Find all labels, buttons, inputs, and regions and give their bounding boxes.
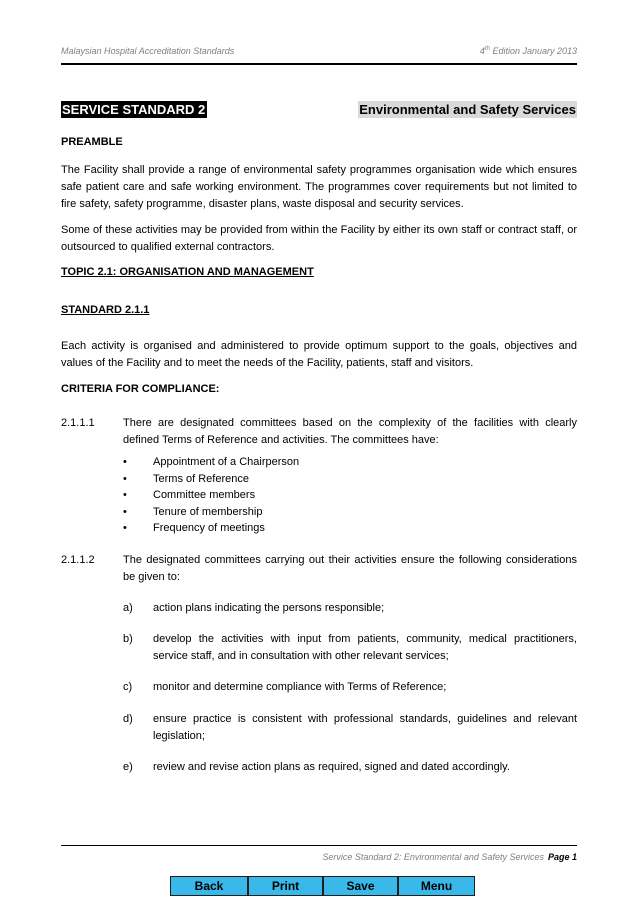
standard-heading: STANDARD 2.1.1	[61, 304, 150, 316]
standard-title-bar	[61, 101, 577, 119]
criterion-text: The designated committees carrying out their activities ensure the following considerations be given to:	[123, 554, 577, 583]
header-edition-number: 4	[479, 46, 485, 56]
topic-heading: TOPIC 2.1: ORGANISATION AND MANAGEMENT	[61, 266, 314, 278]
criterion-number: 2.1.1.2	[61, 554, 95, 566]
menu-button[interactable]: Menu	[399, 877, 474, 895]
bullet-icon: •	[123, 506, 127, 518]
footer-section: Service Standard 2: Environmental and Safety Services	[322, 852, 544, 862]
header-divider	[61, 63, 577, 65]
document-page: Malaysian Hospital Accreditation Standards 4th Edition January 2013 SERVICE STANDARD 2 Environmental and Safety Services PREAMBLE The Facility shall provide a range of environmental safety programmes organisation wide which ensures safe patient care and safe working environment. The programmes cover requirements but not limited to fire safety, safety programme, disaster plans, waste disposal and security services. Some of these activities may be provided from within the Facility by either its own staff or contract staff, or outsourced to qualified external contractors. TOPIC 2.1: ORGANISATION AND MANAGEMENT STANDARD 2.1.1 Each activity is organised and administered to provide optimum support to the goals, objectives and values of the Facility and to meet the needs of the Facility, patients, staff and visitors. CRITERIA FOR COMPLIANCE: 2.1.1.1 There are designated committees based on the complexity of the facilities with clearly defined Terms of Reference and activities. The committees have: • Appointment of a Chairperson • Terms of Reference • Committee members • Tenure of membership • Frequency of meetings 2.1.1.2 The designated committees carrying out their activities ensure the following considerations be given to: a) action plans indicating the persons responsible; b) develop the activities with input from patients, community, medical practitioners, service staff, and in consultation with other relevant services; c) monitor and determine compliance with Terms of Reference; d) ensure practice is consistent with professional standards, guidelines and relevant legislation; e) review and revise action plans as required, signed and dated accordingly. Service Standard 2: Environmental and Safety Services Page 1 Back Print Save Menu	[0, 0, 638, 903]
criterion-number: 2.1.1.1	[61, 417, 95, 429]
header-edition	[480, 46, 577, 56]
standard-area-title: Environmental and Safety Services	[359, 102, 576, 117]
back-button[interactable]: Back	[171, 877, 247, 895]
page-number: Page 1	[547, 852, 577, 862]
header-title: Malaysian Hospital Accreditation Standards	[61, 46, 235, 56]
standard-badge: SERVICE STANDARD 2	[62, 102, 206, 117]
item-text: monitor and determine compliance with Terms of Reference;	[153, 681, 447, 693]
item-text: review and revise action plans as required, signed and dated accordingly.	[153, 761, 510, 773]
bullet-icon: •	[123, 456, 127, 468]
page-footer	[322, 852, 577, 862]
criterion-text: There are designated committees based on the complexity of the facilities with clearly defined Terms of Reference and activities. The committees have:	[123, 417, 577, 446]
bullet-icon: •	[123, 522, 127, 534]
header-edition-suffix: th	[484, 46, 490, 52]
item-letter: b)	[123, 633, 133, 645]
item-text: action plans indicating the persons responsible;	[153, 602, 385, 614]
item-letter: a)	[123, 602, 133, 614]
preamble-heading: PREAMBLE	[61, 136, 123, 148]
item-letter: d)	[123, 713, 133, 725]
navigation-bar	[170, 876, 475, 896]
item-text: develop the activities with input from patients, community, medical practitioners, service staff, and in consultation with other relevant services;	[153, 633, 577, 662]
standard-text: Each activity is organised and administered to provide optimum support to the goals, objectives and values of the Facility and to meet the needs of the Facility, patients, staff and visitors.	[61, 340, 577, 369]
footer-divider	[61, 845, 577, 846]
item-letter: c)	[123, 681, 133, 693]
item-letter: e)	[123, 761, 133, 773]
criteria-heading: CRITERIA FOR COMPLIANCE:	[61, 383, 220, 395]
bullet-icon: •	[123, 473, 127, 485]
save-button[interactable]: Save	[324, 877, 397, 895]
page-header	[61, 46, 577, 60]
header-edition-text: Edition January 2013	[489, 46, 577, 56]
bullet-icon: •	[123, 489, 127, 501]
print-button[interactable]: Print	[249, 877, 322, 895]
item-text: ensure practice is consistent with professional standards, guidelines and relevant legislation;	[153, 713, 577, 742]
preamble-paragraph-1: The Facility shall provide a range of environmental safety programmes organisation wide which ensures safe patient care and safe working environment. The programmes cover requirements but not limited to fire safety, safety programme, disaster plans, waste disposal and security services.	[61, 164, 577, 210]
preamble-paragraph-2: Some of these activities may be provided from within the Facility by either its own staff or contract staff, or outsourced to qualified external contractors.	[61, 224, 577, 253]
